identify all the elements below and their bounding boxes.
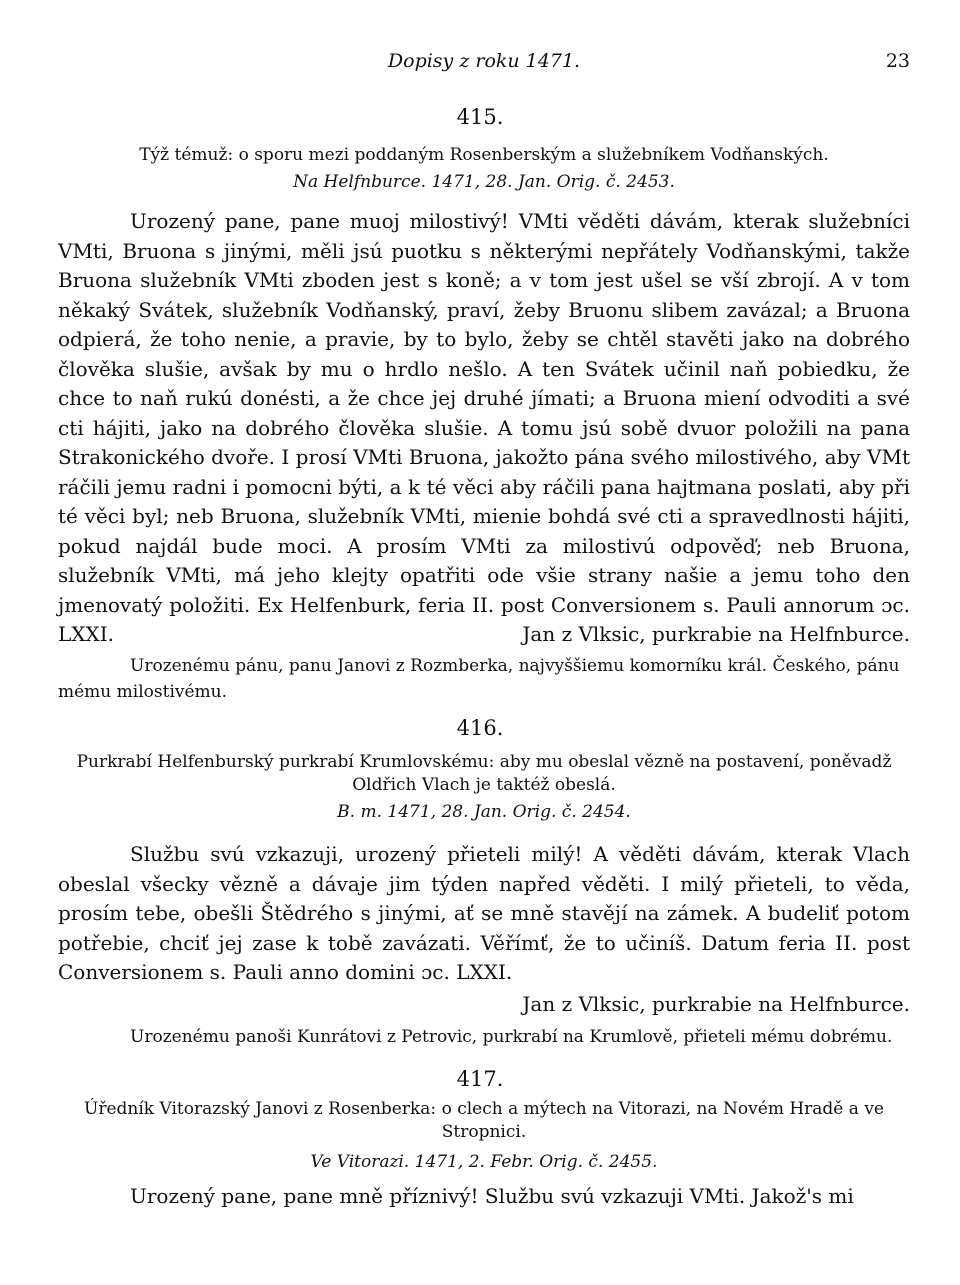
letter-body [58, 1182, 910, 1212]
letter-paragraph: Urozený pane, pane muoj milostivý! VMti věděti dávám, kterak služebníci VMti, Bruona s jinými, měli jsú puotku s některými nepřátely Vodňanskými, takže Bruona služebník VMti zboden jest s koně; a v tom jest ušel se vší zbrojí. A v tom někaký Svátek, služebník Vodňanský, praví, žeby Bruonu slibem zavázal; a Bruona odpierá, že toho nenie, a pravie, by to bylo, žeby se chtěl stavěti jako na dobrého člověka slušie, avšak by mu o hrdlo nešlo. A ten Svátek učinil naň pobiedku, že chce to naň rukú donésti, a že chce jej druhé jímati; a Bruona miení odvoditi a své cti hájiti, jako na dobrého člověka slušie. A tomu jsú sobě dvuor položili na pana Strakonického dvoře. I prosí VMti Bruona, jakožto pána svého milostivého, aby VMt ráčili jemu radni i pomocni býti, a k té věci aby ráčili pana hajtmana poslati, aby při té věci byl; neb Bruona, služebník VMti, mienie bohdá své cti a spravedlnosti hájiti, pokud najdál bude moci. A prosím VMti za milostivú odpověď; neb Bruona, služebník VMti, má jeho klejty opatřiti ode všie strany našie a jemu toho den jmenovatý položiti. Ex Helfenburk, feria II. post Conversionem s. Pauli annorum ɔc. LXXI. [58, 209, 910, 646]
letter-dating: Ve Vitorazi. 1471, 2. Febr. Orig. č. 2455. [310, 1152, 658, 1172]
letter-summary: Týž témuž: o sporu mezi poddaným Rosenberským a služebníkem Vodňanských. [139, 145, 829, 165]
page-number: 23 [885, 50, 910, 72]
letter-summary: Úředník Vitorazský Janovi z Rosenberka: o clech a mýtech na Vitorazi, na Novém Hradě a ve Stropnici. [84, 1099, 884, 1142]
letter-signature: Jan z Vlksic, purkrabie na Helfnburce. [522, 992, 910, 1016]
letter-number: 415. [456, 105, 504, 129]
letter-paragraph: Službu svú vzkazuji, urozený přieteli milý! A věděti dávám, kterak Vlach obeslal všecky vězně a dávaje jim týden napřed věděti. I milý přieteli, to věda, prosím tebe, obešli Štědrého s jinými, ať se mně stavějí na zámek. A budeliť potom potřebie, chciť jej zase k tobě zavázati. Věřímť, že to učiníš. Datum feria II. post Conversionem s. Pauli anno domini ɔc. LXXI. [58, 842, 910, 984]
letter-dating: Na Helfnburce. 1471, 28. Jan. Orig. č. 2453. [293, 172, 675, 192]
letter-body [58, 207, 910, 650]
letter-address: Urozenému panoši Kunrátovi z Petrovic, purkrabí na Krumlově, přieteli mému dobrému. [130, 1027, 893, 1047]
letter-number: 416. [456, 716, 504, 740]
letter-dating: B. m. 1471, 28. Jan. Orig. č. 2454. [337, 802, 631, 822]
letter-body [58, 840, 910, 988]
letter-address: Urozenému pánu, panu Janovi z Rozmberka, najvyššiemu komorníku král. Českého, pánu mému milostivému. [58, 656, 900, 702]
letter-paragraph: Urozený pane, pane mně příznivý! Službu svú vzkazuji VMti. Jakož's mi [130, 1184, 854, 1208]
letter-summary: Purkrabí Helfenburský purkrabí Krumlovskému: aby mu obeslal vězně na postavení, poněvadž Oldřich Vlach je taktéž obeslá. [76, 752, 892, 795]
running-title: Dopisy z roku 1471. [387, 50, 581, 72]
page-header [58, 50, 910, 80]
letter-signature: Jan z Vlksic, purkrabie na Helfnburce. [522, 622, 910, 646]
letter-number: 417. [456, 1067, 504, 1091]
